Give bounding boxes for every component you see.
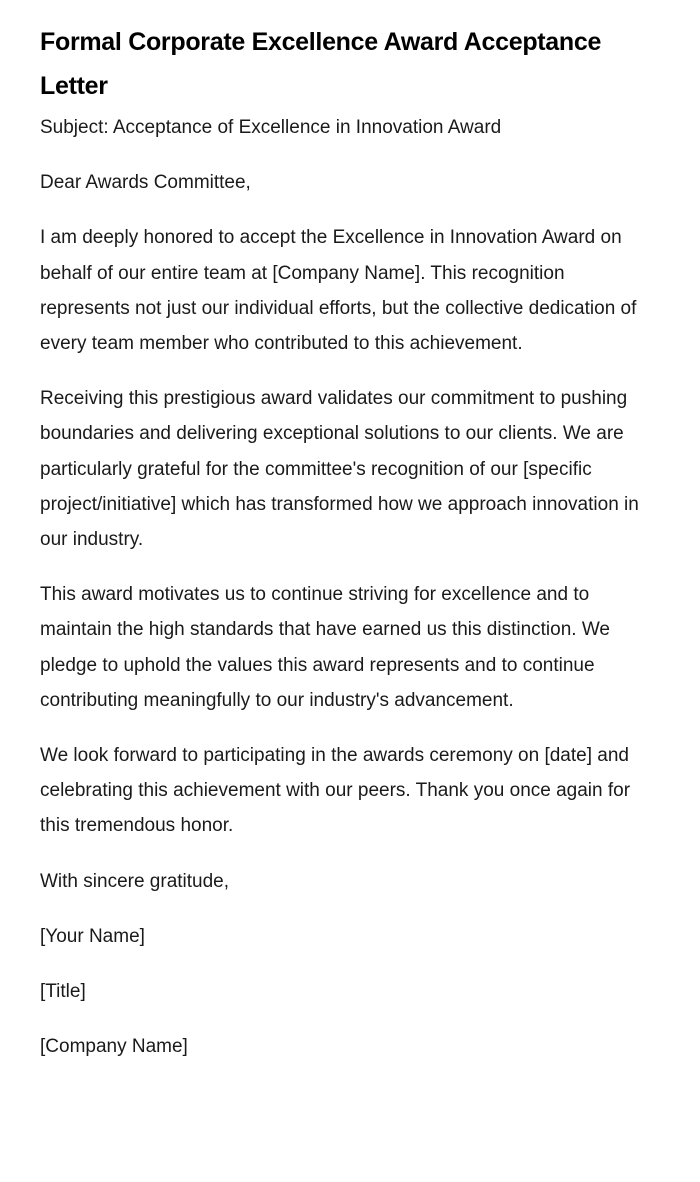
body-paragraph: This award motivates us to continue striving for excellence and to maintain the high standards that have earned us this distinction. We pledge to uphold the values this award represents and to continue contributing meaningfully to our industry's advancement.	[40, 584, 610, 711]
salutation: Dear Awards Committee,	[40, 172, 251, 194]
signature-title: [Title]	[40, 981, 86, 1003]
signature-name: [Your Name]	[40, 925, 145, 947]
closing: With sincere gratitude,	[40, 870, 230, 892]
body-paragraph: We look forward to participating in the awards ceremony on [date] and celebrating this achievement with our peers. Thank you once again for this tremendous honor.	[40, 745, 631, 837]
letter-title: Formal Corporate Excellence Award Acceptance Letter	[40, 28, 602, 100]
signature-company: [Company Name]	[40, 1036, 188, 1058]
subject-line: Subject: Acceptance of Excellence in Innovation Award	[40, 117, 502, 138]
body-paragraph: Receiving this prestigious award validates our commitment to pushing boundaries and delivering exceptional solutions to our clients. We are particularly grateful for the committee's recognition of our [specific project/initiative] which has transformed how we approach innovation in our industry.	[40, 388, 639, 551]
body-paragraph: I am deeply honored to accept the Excellence in Innovation Award on behalf of our entire team at [Company Name]. This recognition represents not just our individual efforts, but the collective dedication of every team member who contributed to this achievement.	[40, 227, 637, 355]
